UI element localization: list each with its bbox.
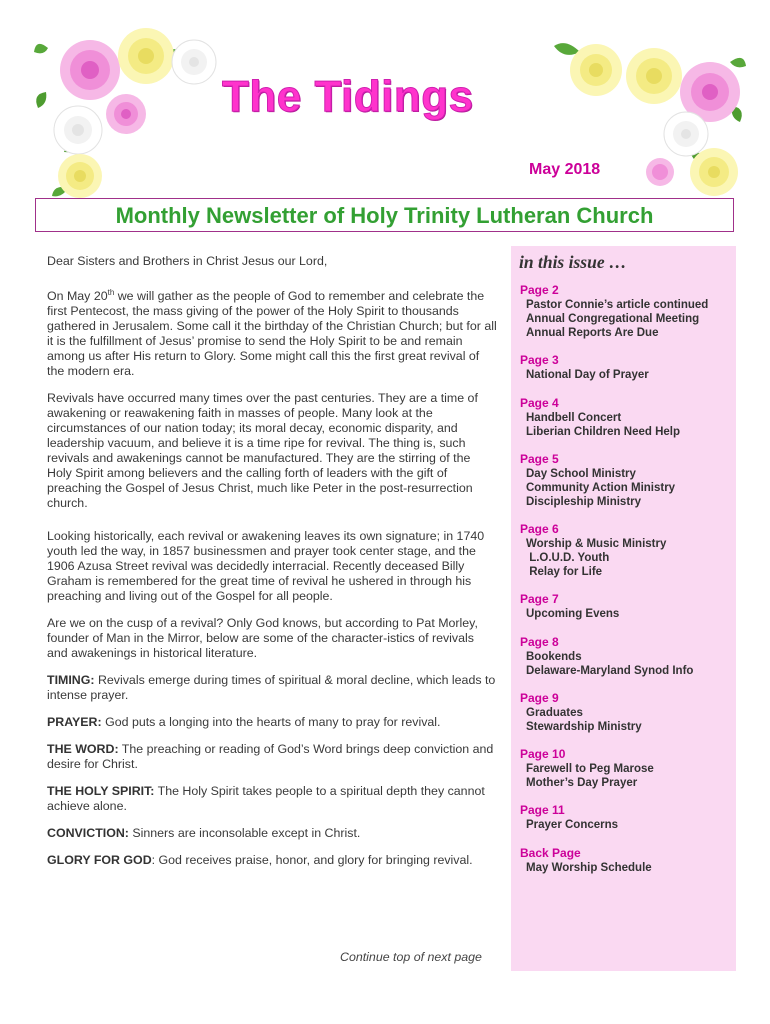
section-item: Farewell to Peg Marose: [526, 763, 654, 775]
letter-p1-ordinal: th: [107, 288, 115, 297]
issue-section: [520, 452, 732, 510]
pastor-letter: [47, 254, 497, 880]
section-item: Community Action Ministry: [526, 482, 676, 495]
trait-conviction: [47, 826, 497, 841]
section-item: Relay for Life: [526, 566, 603, 579]
trait-label: CONVICTION:: [47, 826, 129, 841]
issue-section: [520, 592, 732, 621]
trait-label: THE HOLY SPIRIT:: [47, 784, 155, 799]
section-item: Liberian Children Need Help: [526, 426, 680, 439]
trait-text: The Holy Spirit takes people to a spiritual depth they cannot achieve alone.: [47, 784, 485, 814]
section-page: Page 8: [520, 635, 559, 649]
issue-date: May 2018: [529, 161, 601, 178]
letter-paragraph: Revivals have occurred many times over the past centuries. They are a time of awakening or reawakening faith in masses of people. Many look at the circumstances of our nation today; its moral decay, economic disparity, and leadership vacuum, and believe it is a time ripe for revival. The thing is, such revivals and awakenings cannot be manufactured. They are the stirring of the Holy Spirit among believers and the calling forth of leaders with the gift of preaching the Gospel of Jesus Christ, much like Peter in the post-resurrection church.: [47, 391, 478, 511]
section-page: Page 10: [520, 747, 566, 761]
issue-section: [520, 522, 732, 580]
trait-text: The preaching or reading of God’s Word brings deep conviction and desire for Christ.: [47, 742, 494, 772]
issue-section: [520, 635, 732, 678]
section-item: Mother’s Day Prayer: [526, 777, 638, 790]
section-item: Handbell Concert: [526, 412, 622, 424]
issue-section: [520, 353, 732, 382]
section-item: Bookends: [526, 651, 582, 663]
trait-prayer: [47, 715, 497, 730]
trait-label: GLORY FOR GOD: [47, 853, 152, 868]
section-page: Page 3: [520, 353, 559, 367]
issue-section: [520, 747, 732, 790]
sidebar-title: in this issue …: [519, 252, 627, 272]
trait-text: Revivals emerge during times of spiritual & moral decline, which leads to intense prayer.: [47, 673, 496, 703]
issue-section: [520, 396, 732, 439]
section-item: L.O.U.D. Youth: [526, 552, 610, 565]
issue-section: [520, 691, 732, 734]
continue-note: Continue top of next page: [340, 950, 482, 964]
issue-section: [520, 283, 732, 341]
section-item: Stewardship Ministry: [526, 721, 642, 734]
section-page: Page 6: [520, 522, 559, 536]
trait-label: PRAYER:: [47, 715, 102, 730]
rose-cluster-left-image: [28, 18, 228, 198]
trait-the-word: [47, 742, 497, 772]
section-item: Prayer Concerns: [526, 819, 619, 831]
section-item: May Worship Schedule: [526, 862, 652, 874]
issue-section: [520, 803, 732, 832]
issue-section: [520, 846, 732, 875]
section-page: Page 7: [520, 592, 559, 606]
section-item: National Day of Prayer: [526, 369, 649, 381]
letter-paragraph: Are we on the cusp of a revival? Only God knows, but according to Pat Morley, founder of Man in the Mirror, below are some of the character-istics of revivals and awakenings in historical literature.: [47, 616, 478, 661]
section-item: Graduates: [526, 707, 583, 719]
section-item: Annual Congregational Meeting: [526, 313, 700, 326]
section-page: Page 2: [520, 283, 559, 297]
section-item: Upcoming Evens: [526, 608, 620, 620]
trait-label: THE WORD:: [47, 742, 119, 757]
trait-text: Sinners are inconsolable except in Christ.: [128, 826, 361, 841]
letter-paragraph: Looking historically, each revival or awakening leaves its own signature; in 1740 youth led the way, in 1857 businessmen and prayer took center stage, and the 1906 Azusa Street revival was decidedly interracial. Recently deceased Billy Graham is remembered for the great time of revival he ushered in through his preaching and living out of the Gospel for all people.: [47, 529, 485, 604]
section-item: Pastor Connie’s article continued: [526, 299, 709, 311]
trait-timing: [47, 673, 497, 703]
section-page: Back Page: [520, 846, 581, 860]
trait-glory: [47, 853, 497, 868]
section-item: Discipleship Ministry: [526, 496, 642, 509]
section-item: Annual Reports Are Due: [526, 327, 659, 340]
letter-p1-body: we will gather as the people of God to remember and celebrate the first Pentecost, the mass giving of the power of the Holy Spirit to thousands gathered in Jerusalem. Some call it the birthday of the Christian Church; but for all it is the fulfillment of Jesus’ promise to send the Holy Spirit to be and remain among us after His return to Glory. Some might call this the first great revival of the modern era.: [47, 289, 497, 379]
newsletter-title: The Tidings: [222, 72, 474, 121]
letter-paragraph: [47, 285, 497, 379]
section-item: Day School Ministry: [526, 468, 636, 480]
letter-p1-date: On May 20: [47, 289, 108, 304]
section-page: Page 11: [520, 803, 565, 817]
trait-holy-spirit: [47, 784, 497, 814]
letter-salutation: Dear Sisters and Brothers in Christ Jesus our Lord,: [47, 254, 328, 268]
section-page: Page 9: [520, 691, 559, 705]
section-item: Delaware-Maryland Synod Info: [526, 665, 694, 678]
section-page: Page 4: [520, 396, 559, 410]
trait-label: TIMING:: [47, 673, 95, 688]
trait-text: God puts a longing into the hearts of many to pray for revival.: [101, 715, 441, 730]
trait-text: : God receives praise, honor, and glory for bringing revival.: [151, 853, 473, 868]
section-item: Worship & Music Ministry: [526, 538, 667, 550]
newsletter-subtitle-banner: Monthly Newsletter of Holy Trinity Lutheran Church: [35, 198, 734, 232]
section-page: Page 5: [520, 452, 559, 466]
